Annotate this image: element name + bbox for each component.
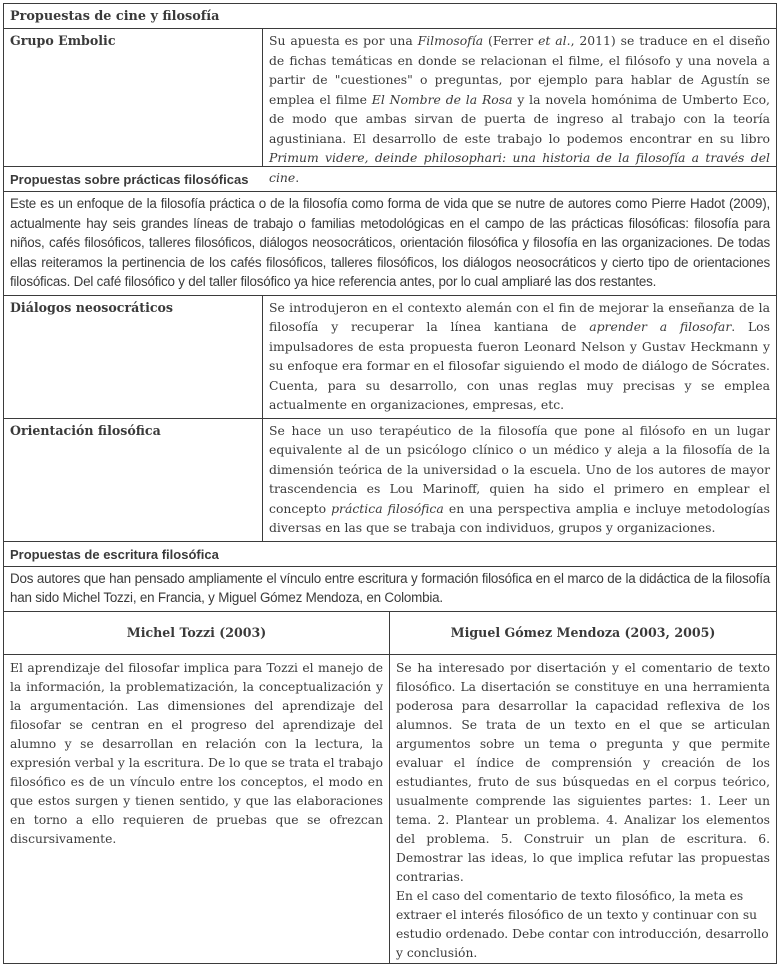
row-label: Orientación filosófica [4, 419, 263, 541]
row-description [263, 296, 776, 418]
section-intro: Este es un enfoque de la filosofía práctica o de la filosofía como forma de vida que se nutre de autores como Pierre Hadot (2009), actualmente hay seis grandes líneas de trabajo o familias metodológicas en el campo de las prácticas filosóficas: filosofía para niños, cafés filosóficos, talleres filosóficos, diálogos neosocráticos, orientación filosófica y filosofía en las organizaciones. De todas ellas reiteramos la pertinencia de los cafés filosóficos, talleres filosóficos, los diálogos neosocráticos y cierto tipo de orientaciones filosóficas. Del café filosófico y del taller filosófico ya hice referencia antes, por lo cual ampliaré las dos restantes. [10, 196, 770, 289]
text: , 2011) se traduce en el diseño de fichas temáticas en donde se relacionan el filme, el filósofo y una novela a partir de "cuestiones" o preguntas, por ejemplo para hablar de Agustín se emplea el filme [269, 33, 770, 107]
philosophy-proposals-table [3, 3, 777, 964]
section-header-row [4, 167, 776, 192]
section-practicas-filosoficas [3, 166, 777, 541]
text: en una perspectiva amplia e incluye metodologías diversas en las que se trabaja con individuos, grupos y organizaciones. [269, 500, 770, 535]
column-body-gomez-mendoza [390, 655, 776, 963]
section-header-row [4, 542, 776, 567]
italic-term: práctica filosófica [331, 500, 444, 516]
section-title: Propuestas de escritura filosófica [10, 546, 219, 562]
column-header-tozzi: Michel Tozzi (2003) [4, 612, 390, 654]
table-row-orientacion-filosofica [4, 419, 776, 541]
columns-header-row [4, 612, 776, 655]
row-label: Grupo Embolic [4, 29, 263, 166]
italic-title: Primum videre, deinde philosophari: una historia de la filosofía a través del cine [269, 150, 770, 185]
table-row-dialogos-neosocraticos [4, 296, 776, 419]
columns-body-row [4, 655, 776, 963]
italic-term: et al. [538, 33, 571, 48]
section-header-row [4, 4, 776, 29]
text: (Ferrer [483, 33, 539, 48]
text: Se hace un uso terapéutico de la filosofía que pone al filósofo en un lugar equivalente al de un psicólogo clínico o un médico y aleja a la filosofía de la dimensión teórica de la universidad o la escuela. Uno de los autores de mayor trascendencia es Lou Marinoff, quien ha sido el primero en emplear el concepto [269, 422, 770, 516]
section-title: Propuestas de cine y filosofía [10, 9, 220, 24]
text: Su apuesta es por una [269, 33, 418, 48]
row-description [263, 29, 776, 185]
column-body-tozzi: El aprendizaje del filosofar implica para Tozzi el manejo de la información, la problematización, la conceptualización y la argumentación. Las dimensiones del aprendizaje del filosofar se centran en el progreso del aprendizaje del alumno y se desarrollan en relación con la lectura, la expresión verbal y la escritura. De lo que se trata el trabajo filosófico es de un vínculo entre los conceptos, el modo en que estos surgen y tienen sentido, y que las elaboraciones en torno a ello requieren de pruebas que se ofrezcan discursivamente. [4, 655, 390, 963]
row-label: Diálogos neosocráticos [4, 296, 263, 418]
text: . Los impulsadores de esta propuesta fueron Leonard Nelson y Gustav Heckmann y su enfoque era formar en el filosofar siguiendo el modo de diálogo de Sócrates. Cuenta, para su desarrollo, con unas reglas muy precisas y se emplea actualmente en organizaciones, empresas, etc. [269, 319, 770, 412]
text: y la novela homónima de Umberto Eco, de modo que ambas sirvan de puerta de ingreso al trabajo con la teoría agustiniana. El desarrollo de este trabajo lo podemos encontrar en su libro [269, 91, 770, 146]
section-escritura-filosofica [3, 541, 777, 964]
italic-title: El Nombre de la Rosa [371, 91, 513, 107]
row-description [263, 419, 776, 541]
section-title: Propuestas sobre prácticas filosóficas [10, 172, 249, 187]
italic-term: aprender a filosofar [589, 319, 732, 334]
text: Se introdujeron en el contexto alemán con el fin de mejorar la enseñanza de la filosofía y recuperar la línea kantiana de [269, 299, 770, 334]
section-intro-row [4, 567, 776, 612]
section-intro-row [4, 192, 776, 296]
italic-term: Filmosofía [417, 33, 484, 48]
text: . [295, 169, 300, 185]
paragraph-disertacion: Se ha interesado por disertación y el comentario de texto filosófico. La disertación se constituye en una herramienta poderosa para desarrollar la capacidad reflexiva de los alumnos. Se trata de un texto en el que se articulan argumentos sobre un tema o pregunta y que permite evaluar el índice de comprensión y creación de los estudiantes, fruto de sus búsquedas en el corpus teórico, usualmente comprende las siguientes partes: 1. Leer un tema. 2. Plantear un problema. 4. Analizar los elementos del problema. 5. Construir un plan de escritura. 6. Demostrar las ideas, lo que implica refutar las propuestas contrarias. [396, 660, 770, 884]
column-header-gomez-mendoza: Miguel Gómez Mendoza (2003, 2005) [450, 624, 716, 640]
section-intro: Dos autores que han pensado ampliamente el vínculo entre escritura y formación filosófica en el marco de la didáctica de la filosofía han sido Michel Tozzi, en Francia, y Miguel Gómez Mendoza, en Colombia. [10, 570, 770, 605]
paragraph-comentario: En el caso del comentario de texto filosófico, la meta es extraer el interés filosófico de un texto y continuar con su estudio ordenado. Debe contar con introducción, desarrollo y conclusión. [396, 888, 769, 960]
